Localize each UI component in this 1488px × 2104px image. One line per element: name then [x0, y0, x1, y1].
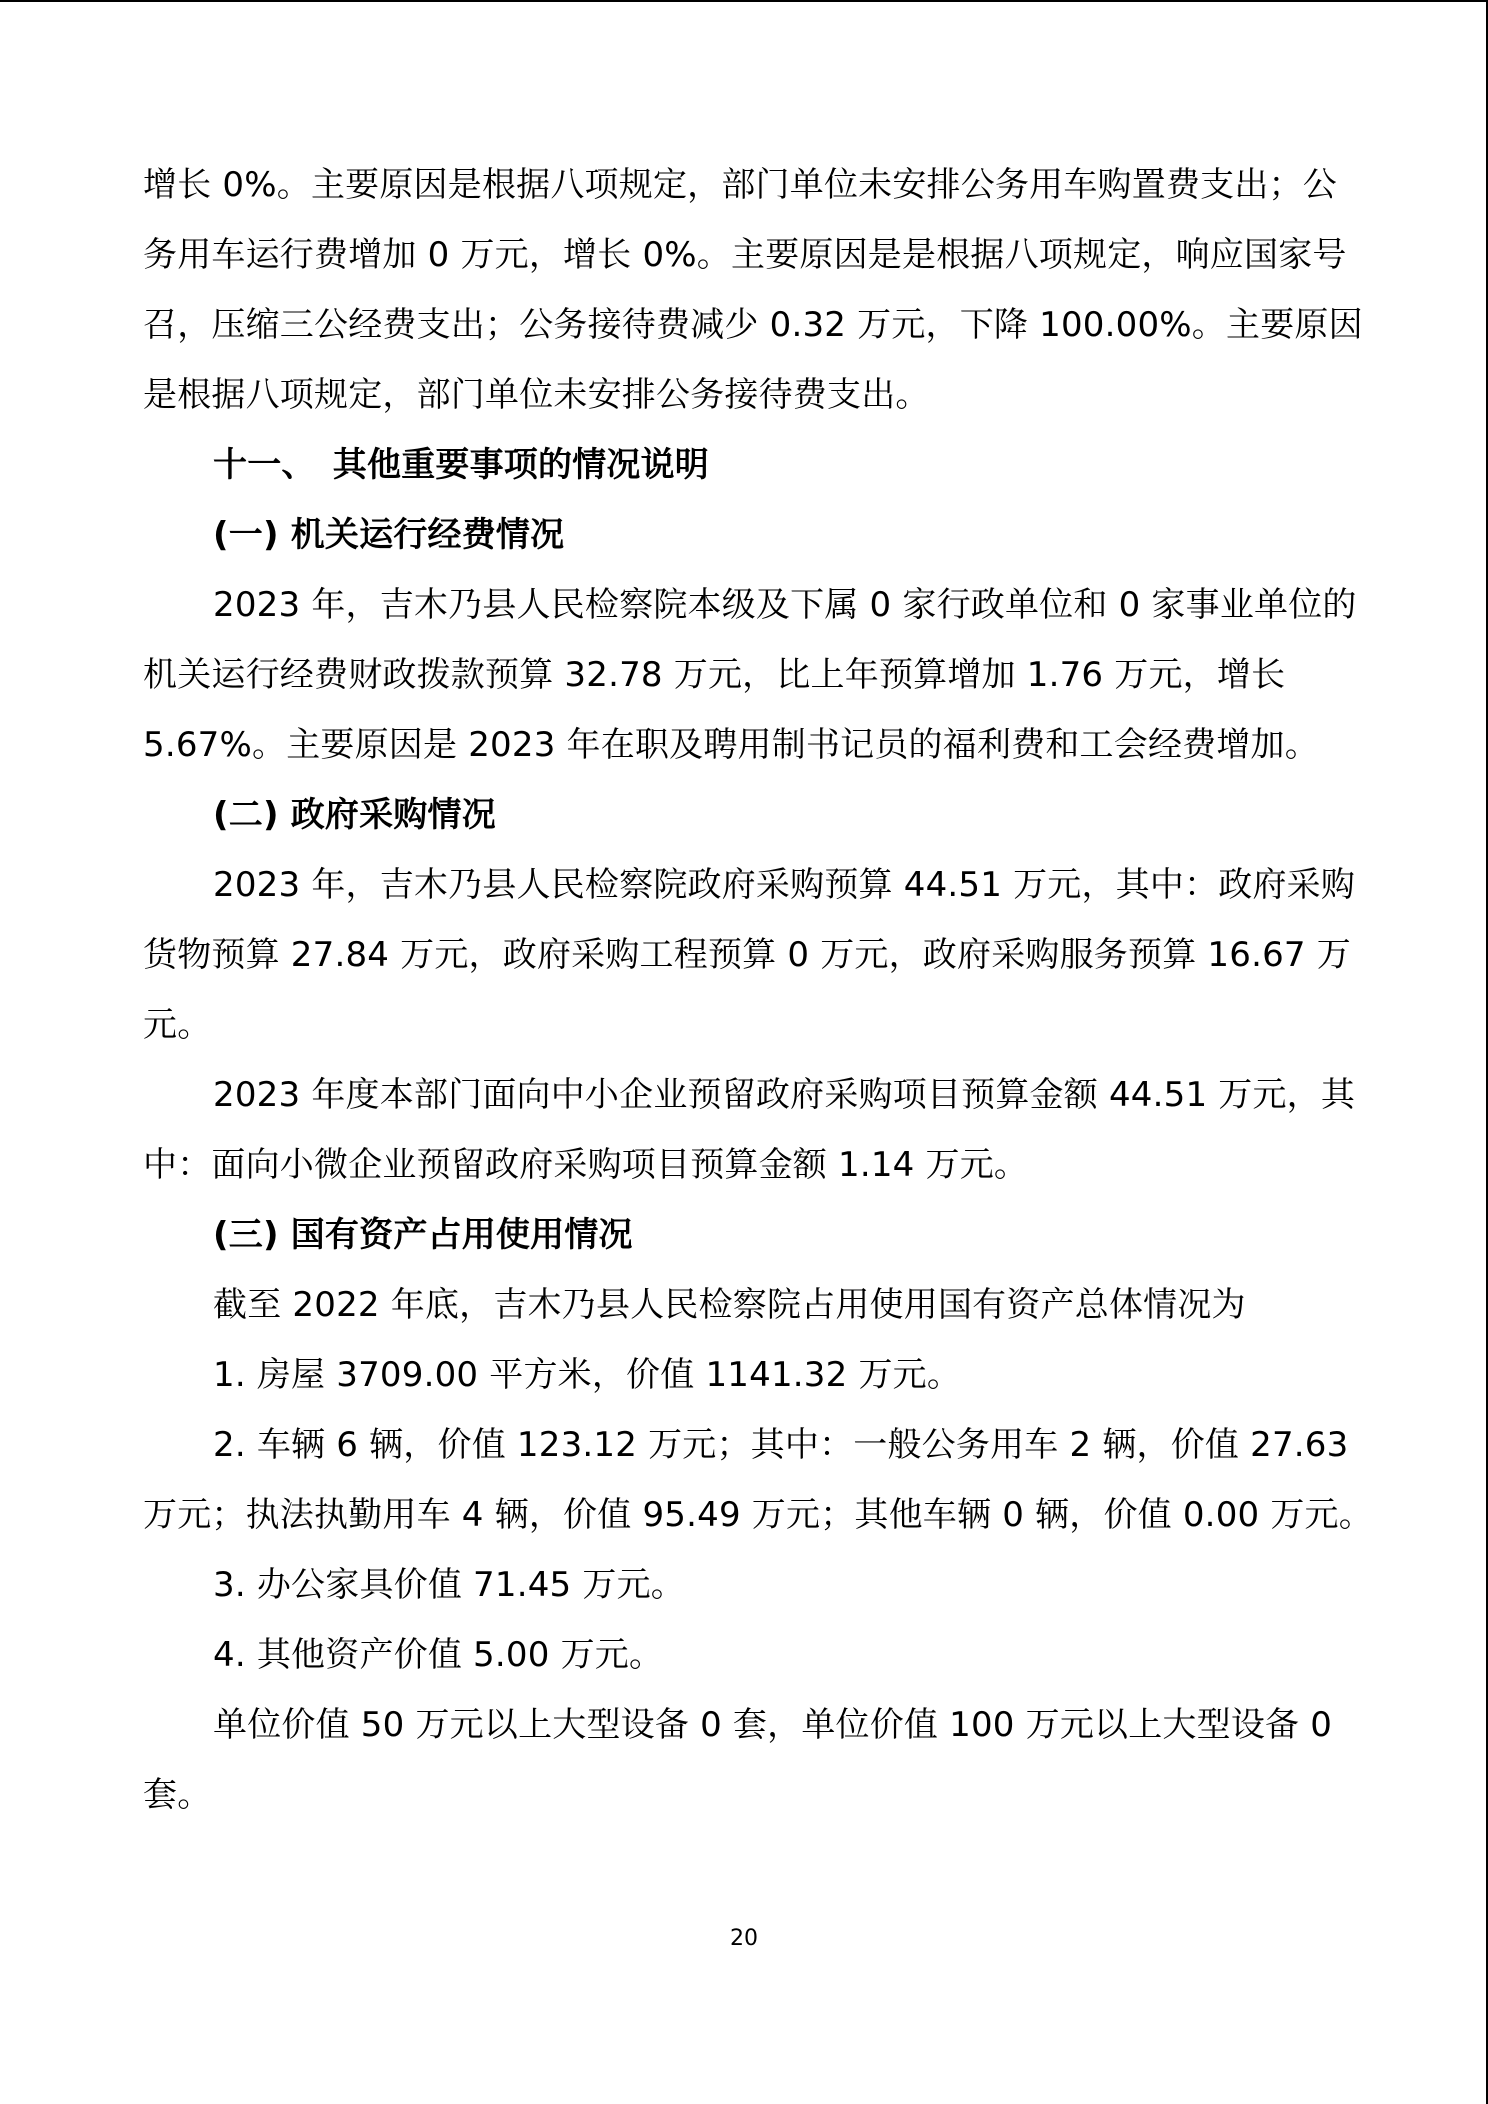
text-line-2: 务用车运行费增加 0 万元，增长 0%。主要原因是是根据八项规定，响应国家号: [143, 235, 1347, 275]
list-item-1: 1. 房屋 3709.00 平方米，价值 1141.32 万元。: [213, 1355, 962, 1395]
text-line-11: 2023 年，吉木乃县人民检察院政府采购预算 44.51 万元，其中：政府采购: [213, 865, 1356, 905]
list-item-2: 2. 车辆 6 辆，价值 123.12 万元；其中：一般公务用车 2 辆，价值 27.63: [213, 1425, 1349, 1465]
text-line-17: 截至 2022 年底，吉木乃县人民检察院占用使用国有资产总体情况为: [213, 1285, 1246, 1325]
subsection-heading-1: (一) 机关运行经费情况: [213, 515, 565, 555]
text-line-24: 套。: [143, 1775, 212, 1815]
text-line-8: 机关运行经费财政拨款预算 32.78 万元，比上年预算增加 1.76 万元，增长: [143, 655, 1286, 695]
text-line-15: 中：面向小微企业预留政府采购项目预算金额 1.14 万元。: [143, 1145, 1029, 1185]
text-line-7: 2023 年，吉木乃县人民检察院本级及下属 0 家行政单位和 0 家事业单位的: [213, 585, 1357, 625]
section-heading-11: 十一、 其他重要事项的情况说明: [213, 445, 709, 485]
subsection-heading-3: (三) 国有资产占用使用情况: [213, 1215, 633, 1255]
text-line-14: 2023 年度本部门面向中小企业预留政府采购项目预算金额 44.51 万元，其: [213, 1075, 1356, 1115]
text-line-13: 元。: [143, 1005, 212, 1045]
text-line-12: 货物预算 27.84 万元，政府采购工程预算 0 万元，政府采购服务预算 16.67 万: [143, 935, 1351, 975]
text-line-9: 5.67%。主要原因是 2023 年在职及聘用制书记员的福利费和工会经费增加。: [143, 725, 1319, 765]
list-item-3: 3. 办公家具价值 71.45 万元。: [213, 1565, 685, 1605]
page-number: 20: [730, 1926, 758, 1951]
text-line-3: 召，压缩三公经费支出；公务接待费减少 0.32 万元，下降 100.00%。主要原因: [143, 305, 1363, 345]
text-line-20: 万元；执法执勤用车 4 辆，价值 95.49 万元；其他车辆 0 辆，价值 0.00 万元。: [143, 1495, 1373, 1535]
text-line-1: 增长 0%。主要原因是根据八项规定，部门单位未安排公务用车购置费支出；公: [143, 165, 1337, 205]
subsection-heading-2: (二) 政府采购情况: [213, 795, 496, 835]
text-line-23: 单位价值 50 万元以上大型设备 0 套，单位价值 100 万元以上大型设备 0: [213, 1705, 1333, 1745]
list-item-4: 4. 其他资产价值 5.00 万元。: [213, 1635, 664, 1675]
text-line-4: 是根据八项规定，部门单位未安排公务接待费支出。: [143, 375, 930, 415]
body-text: [143, 150, 1373, 1830]
